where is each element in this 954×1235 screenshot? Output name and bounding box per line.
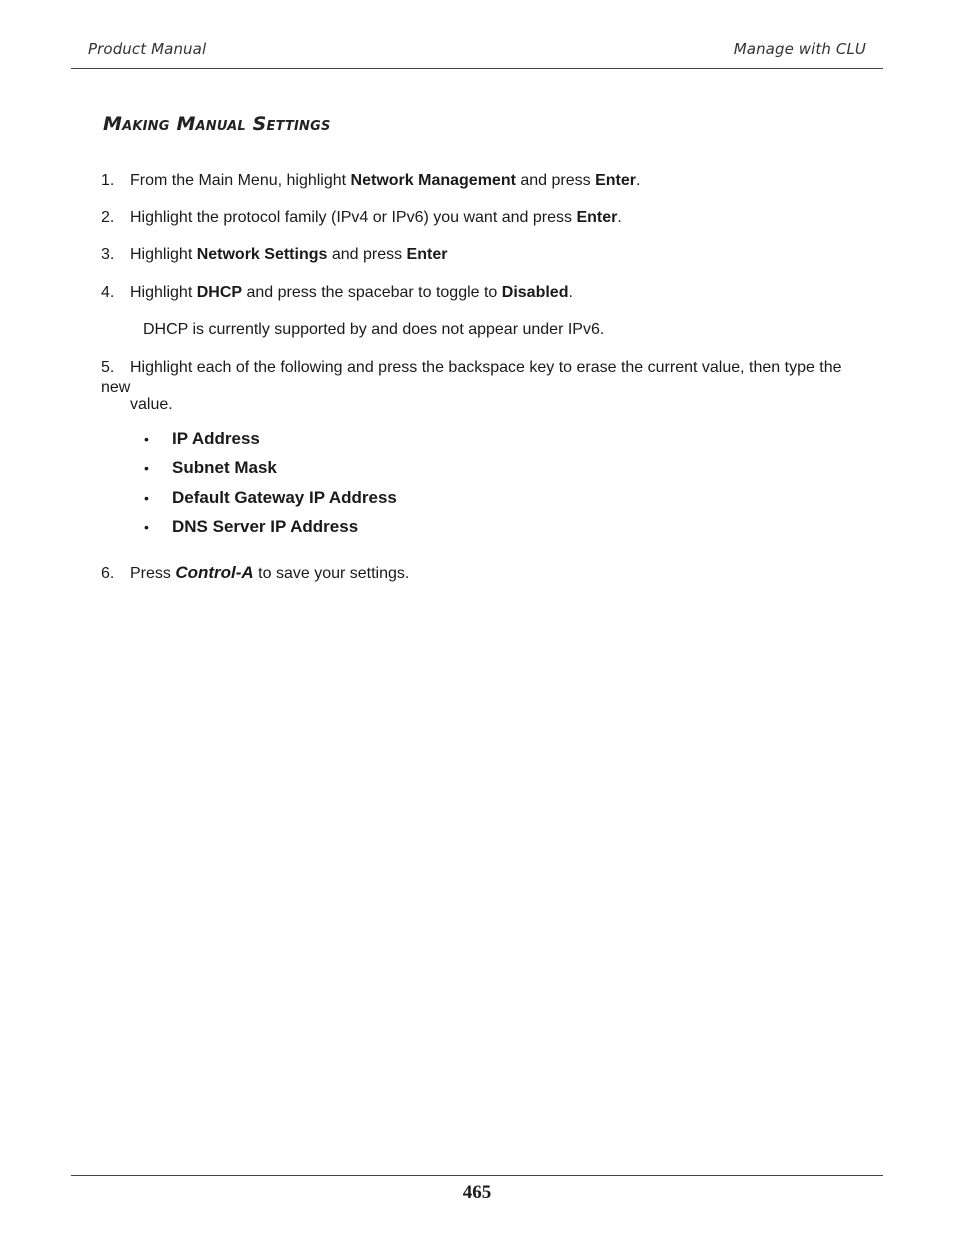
bullet-symbol: •: [144, 490, 149, 506]
step-text: Highlight each of the following and press the backspace key to erase the current value, then type the new: [101, 359, 842, 396]
bullet-symbol: •: [144, 431, 149, 447]
step-bold: Network Management: [350, 172, 516, 189]
step-text: Highlight the protocol family (IPv4 or IPv6) you want and press: [130, 209, 577, 226]
step-text-continued: value.: [130, 396, 173, 413]
bullet-item: [144, 429, 260, 449]
step-bold: Network Settings: [196, 246, 328, 263]
bullet-label: DNS Server IP Address: [172, 517, 359, 536]
step-number: 4.: [101, 284, 115, 301]
step-2: [101, 208, 861, 228]
step-number: 2.: [101, 209, 115, 226]
bullet-label: Default Gateway IP Address: [172, 488, 397, 507]
header-manual-title: Product Manual: [88, 40, 207, 58]
step-number: 6.: [101, 565, 115, 582]
step-bold: Enter: [576, 209, 618, 226]
step-text: to save your settings.: [253, 565, 410, 582]
step-4-note: DHCP is currently supported by and does not appear under IPv6.: [143, 321, 605, 338]
step-bold: DHCP: [196, 284, 243, 301]
bullet-item: [144, 488, 397, 508]
step-bold: Enter: [406, 246, 448, 263]
step-text: Highlight: [130, 284, 197, 301]
bullet-symbol: •: [144, 519, 149, 535]
step-text: Press: [130, 565, 176, 582]
bullet-item: [144, 458, 277, 478]
step-bold: Enter: [595, 172, 636, 189]
header-chapter-title: Manage with CLU: [733, 40, 866, 58]
step-text: Highlight: [130, 246, 197, 263]
step-text: and press: [515, 172, 596, 189]
step-5: [101, 358, 861, 413]
bullet-item: [144, 517, 358, 537]
step-text: .: [635, 172, 641, 189]
footer-rule: [71, 1175, 883, 1176]
step-text: and press the spacebar to toggle to: [242, 284, 502, 301]
step-text: .: [568, 284, 573, 301]
bullet-label: Subnet Mask: [172, 458, 277, 477]
step-text: and press: [327, 246, 407, 263]
step-text: From the Main Menu, highlight: [130, 172, 351, 189]
step-4: [101, 283, 861, 303]
bullet-label: IP Address: [172, 429, 260, 448]
step-bold: Disabled: [501, 284, 569, 301]
step-1: [101, 171, 861, 191]
step-3: [101, 245, 861, 265]
step-number: 5.: [101, 359, 115, 376]
page-number: 465: [462, 1182, 492, 1203]
step-6: [101, 563, 861, 584]
step-number: 1.: [101, 172, 115, 189]
bullet-symbol: •: [144, 460, 149, 476]
step-bold-italic: Control-A: [175, 563, 254, 582]
section-title: Making Manual Settings: [103, 113, 331, 135]
step-text: .: [617, 209, 622, 226]
step-number: 3.: [101, 246, 115, 263]
header-rule: [71, 68, 883, 69]
